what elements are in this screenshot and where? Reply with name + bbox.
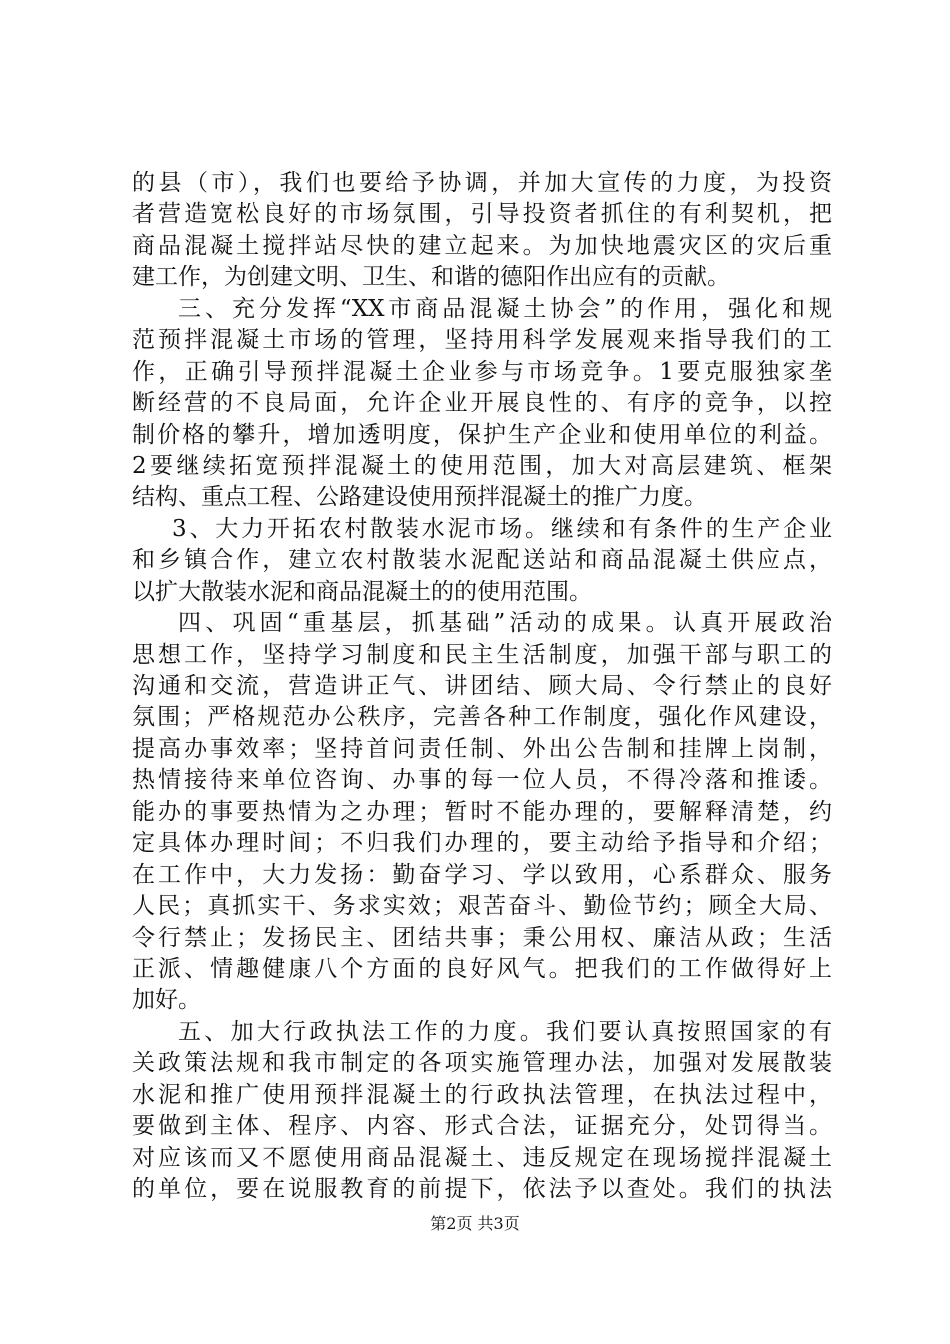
text-line: 的单位，要在说服教育的前提下，依法予以查处。我们的执法: [132, 1176, 832, 1202]
text-line: 结构、重点工程、公路建设使用预拌混凝土的推广力度。: [132, 484, 707, 511]
text-line: 的县（市），我们也要给予协调，并加大宣传的力度，为投资: [132, 170, 832, 196]
text-line: 断经营的不良局面，允许企业开展良性的、有序的竞争，以控: [132, 390, 832, 417]
text-line: 关政策法规和我市制定的各项实施管理办法，加强对发展散装: [132, 1050, 832, 1077]
text-line: 能办的事要热情为之办理；暂时不能办理的，要解释清楚，约: [132, 798, 832, 825]
text-line: 3、大力开拓农村散装水泥市场。继续和有条件的生产企业: [172, 515, 832, 542]
text-line: 五、加大行政执法工作的力度。我们要认真按照国家的有: [178, 1018, 832, 1045]
text-line: 提高办事效率；坚持首问责任制、外出公告制和挂牌上岗制，: [132, 735, 832, 762]
text-line: 四、巩固“重基层，抓基础”活动的成果。认真开展政治: [178, 610, 832, 637]
text-line: 商品混凝土搅拌站尽快的建立起来。为加快地震灾区的灾后重: [132, 232, 832, 259]
text-line: 思想工作，坚持学习制度和民主生活制度，加强干部与职工的: [132, 641, 832, 668]
text-line: 者营造宽松良好的市场氛围，引导投资者抓住的有利契机，把: [132, 201, 832, 228]
text-line: 令行禁止；发扬民主、团结共事；秉公用权、廉洁从政；生活: [132, 924, 832, 951]
text-line: 以扩大散装水泥和商品混凝土的的使用范围。: [132, 578, 592, 605]
text-line: 三、充分发挥“XX市商品混凝土协会”的作用，强化和规: [178, 295, 832, 322]
page-number-footer: 第2页 共3页: [430, 1214, 520, 1233]
text-line: 作，正确引导预拌混凝土企业参与市场竞争。1要克服独家垄: [132, 358, 832, 385]
text-line: 沟通和交流，营造讲正气、讲团结、顾大局、令行禁止的良好: [132, 673, 832, 699]
text-line: 正派、情趣健康八个方面的良好风气。把我们的工作做得好上: [132, 955, 832, 982]
text-line: 热情接待来单位咨询、办事的每一位人员，不得冷落和推诿。: [132, 767, 832, 794]
text-line: 氛围；严格规范办公秩序，完善各种工作制度，强化作风建设，: [132, 704, 832, 731]
document-body: [132, 168, 832, 1205]
text-line: 定具体办理时间；不归我们办理的，要主动给予指导和介绍；: [132, 830, 832, 857]
text-line: 和乡镇合作，建立农村散装水泥配送站和商品混凝土供应点，: [132, 547, 832, 574]
text-line: 在工作中，大力发扬：勤奋学习、学以致用，心系群众、服务: [132, 861, 832, 888]
text-line: 要做到主体、程序、内容、形式合法，证据充分，处罚得当。: [132, 1113, 832, 1140]
text-line: 加好。: [132, 987, 201, 1014]
text-line: 对应该而又不愿使用商品混凝土、违反规定在现场搅拌混凝土: [132, 1144, 832, 1171]
text-line: 水泥和推广使用预拌混凝土的行政执法管理，在执法过程中，: [132, 1081, 832, 1108]
text-line: 范预拌混凝土市场的管理，坚持用科学发展观来指导我们的工: [132, 327, 832, 354]
text-line: 制价格的攀升，增加透明度，保护生产企业和使用单位的利益。: [132, 421, 832, 448]
text-line: 建工作，为创建文明、卫生、和谐的德阳作出应有的贡献。: [132, 264, 730, 291]
text-line: 2要继续拓宽预拌混凝土的使用范围，加大对高层建筑、框架: [132, 452, 832, 479]
text-line: 人民；真抓实干、务求实效；艰苦奋斗、勤俭节约；顾全大局、: [132, 893, 832, 920]
